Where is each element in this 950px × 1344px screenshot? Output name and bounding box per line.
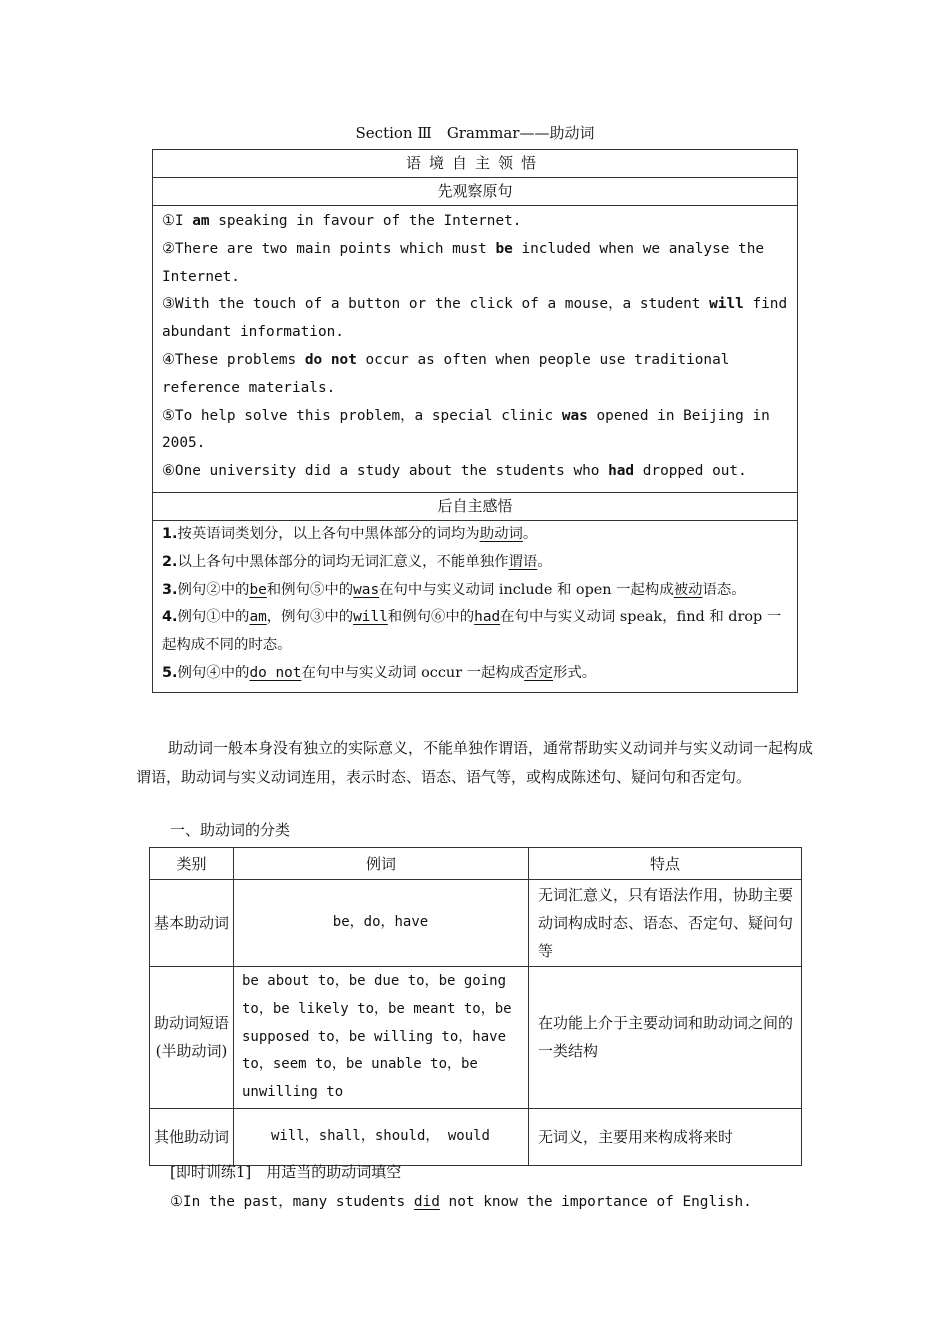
header-category: 类别 — [150, 848, 234, 880]
table-row — [150, 880, 802, 967]
row-examples: will，shall，should， would — [234, 1108, 529, 1165]
section-heading: 一、助动词的分类 — [170, 821, 291, 839]
observe-label: 先观察原句 — [153, 178, 797, 206]
sentence-5: ⑤To help solve this problem，a special clinic was opened in Beijing in 2005. — [162, 407, 770, 452]
context-header: 语境自主领悟 — [153, 150, 797, 178]
table-row — [150, 1108, 802, 1165]
header-examples: 例词 — [234, 848, 529, 880]
note-2: 2.以上各句中黑体部分的词均无词汇意义，不能单独作谓语。 — [162, 553, 552, 570]
page-title: Section Ⅲ Grammar——助动词 — [355, 124, 595, 142]
note-4: 4.例句①中的am，例句③中的will和例句⑥中的had在句中与实义动词 speak，find 和 drop 一起构成不同的时态。 — [162, 609, 782, 654]
sentence-1: ①I am speaking in favour of the Internet. — [162, 213, 522, 229]
answer-blank: did — [413, 1194, 440, 1210]
row-feature: 在功能上介于主要动词和助动词之间的一类结构 — [529, 967, 802, 1109]
sentence-3: ③With the touch of a button or the click of a mouse，a student will find abundant information. — [162, 296, 788, 341]
sentence-2: ②There are two main points which must be included when we analyse the Internet. — [162, 240, 765, 285]
table-row — [150, 967, 802, 1109]
sentence-4: ④These problems do not occur as often when people use traditional reference materials. — [162, 351, 730, 396]
table-header-row — [150, 848, 802, 880]
row-feature: 无词义，主要用来构成将来时 — [529, 1108, 802, 1165]
drill-question-1: ①In the past，many students did not know the importance of English. — [170, 1194, 752, 1210]
reflection-notes — [153, 521, 797, 692]
sentence-6: ⑥One university did a study about the students who had dropped out. — [162, 463, 747, 480]
row-category: 其他助动词 — [150, 1108, 234, 1165]
context-box — [152, 149, 798, 693]
intro-paragraph: 助动词一般本身没有独立的实际意义，不能单独作谓语，通常帮助实义动词并与实义动词一起构成谓语，助动词与实义动词连用，表示时态、语态、语气等，或构成陈述句、疑问句和否定句。 — [136, 739, 814, 786]
header-feature: 特点 — [529, 848, 802, 880]
original-sentences — [153, 206, 797, 493]
note-5: 5.例句④中的do not在句中与实义动词 occur 一起构成否定形式。 — [162, 664, 597, 681]
row-examples: be about to，be due to，be going to，be likely to，be meant to，be supposed to，be willing to，have to，seem to，be unable to，be unwilling to — [234, 967, 529, 1109]
note-1: 1.按英语词类划分，以上各句中黑体部分的词均为助动词。 — [162, 525, 538, 542]
drill-label: [即时训练1] 用适当的助动词填空 — [170, 1163, 402, 1181]
row-category: 助动词短语(半助动词) — [150, 967, 234, 1109]
row-examples: be，do，have — [234, 880, 529, 967]
row-feature: 无词汇意义，只有语法作用，协助主要动词构成时态、语态、否定句、疑问句等 — [529, 880, 802, 967]
classification-table — [149, 847, 802, 1166]
note-3: 3.例句②中的be和例句⑤中的was在句中与实义动词 include 和 open 一起构成被动语态。 — [162, 581, 746, 598]
reflect-label: 后自主感悟 — [153, 493, 797, 521]
row-category: 基本助动词 — [150, 880, 234, 967]
